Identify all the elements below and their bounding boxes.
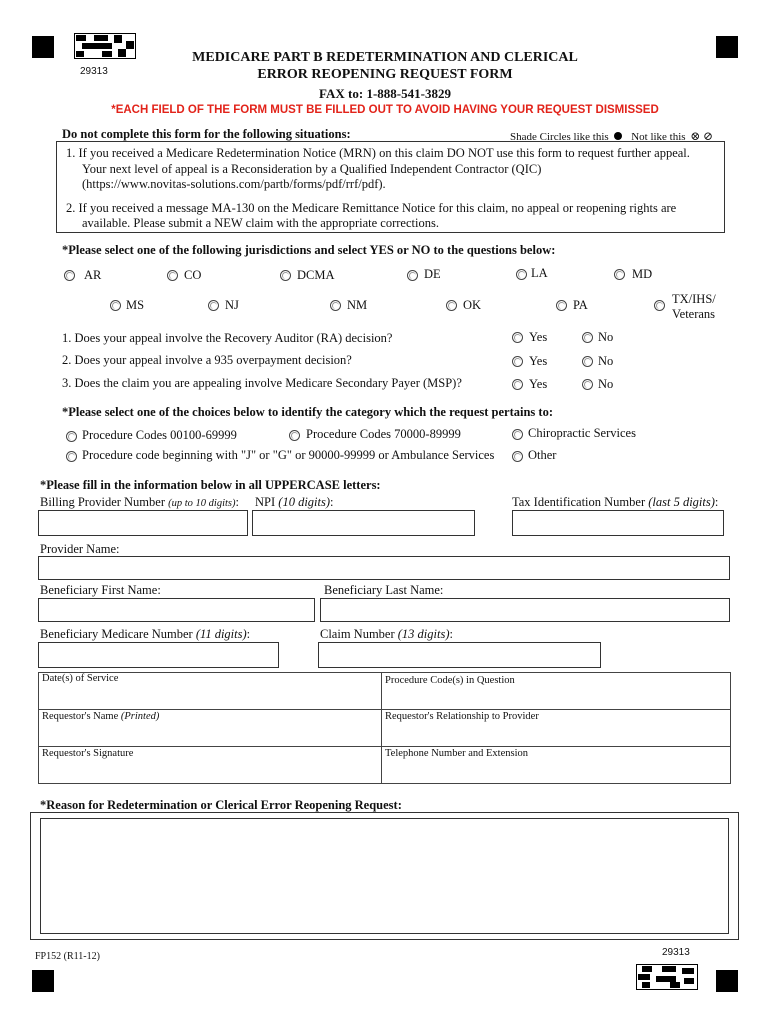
tax-id-label: Tax Identification Number (last 5 digits): bbox=[512, 495, 719, 509]
reason-textarea[interactable] bbox=[40, 818, 729, 934]
crossed-circle-icon: ⊗ bbox=[690, 129, 701, 143]
claim-number-input[interactable] bbox=[318, 642, 601, 668]
jurisdiction-nm-label: NM bbox=[347, 298, 368, 312]
jurisdiction-la-radio[interactable] bbox=[516, 269, 527, 280]
jurisdiction-dcma-radio[interactable] bbox=[280, 270, 291, 281]
requestor-name-label bbox=[42, 711, 159, 722]
jurisdiction-pa-radio[interactable] bbox=[556, 300, 567, 311]
billing-provider-input[interactable] bbox=[38, 510, 248, 536]
category-proc-00100-label: Procedure Codes 00100-69999 bbox=[82, 428, 237, 442]
registration-mark-bottom-left bbox=[32, 970, 54, 992]
npi-hint: (10 digits) bbox=[278, 495, 331, 509]
question-3-no-radio[interactable] bbox=[582, 379, 593, 390]
form-title-line1: MEDICARE PART B REDETERMINATION AND CLERICAL bbox=[192, 50, 578, 65]
question-3: 3. Does the claim you are appealing involve Medicare Secondary Payer (MSP)? bbox=[62, 376, 462, 390]
question-2: 2. Does your appeal involve a 935 overpayment decision? bbox=[62, 353, 352, 367]
jurisdiction-pa-label: PA bbox=[573, 298, 588, 312]
npi-input[interactable] bbox=[252, 510, 475, 536]
situation-2-line2: available. Please submit a NEW claim with the appropriate corrections. bbox=[82, 216, 439, 230]
question-1-yes-radio[interactable] bbox=[512, 332, 523, 343]
shade-like-label: Shade Circles like this bbox=[510, 131, 609, 143]
jurisdiction-ms-radio[interactable] bbox=[110, 300, 121, 311]
provider-name-input[interactable] bbox=[38, 556, 730, 580]
category-chiro-label: Chiropractic Services bbox=[528, 426, 636, 440]
beneficiary-medicare-text: Beneficiary Medicare Number bbox=[40, 627, 193, 641]
requestor-signature-label: Requestor's Signature bbox=[42, 748, 134, 759]
question-1-yes-label: Yes bbox=[529, 330, 548, 344]
fax-number: FAX to: 1-888-541-3829 bbox=[319, 86, 451, 101]
category-proc-00100-radio[interactable] bbox=[66, 431, 77, 442]
form-code-top: 29313 bbox=[80, 66, 108, 77]
jurisdictions-heading: *Please select one of the following jurisdictions and select YES or NO to the questions below: bbox=[62, 243, 556, 257]
situations-heading: Do not complete this form for the following situations: bbox=[62, 127, 351, 141]
jurisdiction-txihs-label-line1: TX/IHS/ bbox=[672, 292, 716, 306]
jurisdiction-co-label: CO bbox=[184, 268, 202, 282]
tax-id-hint: (last 5 digits) bbox=[648, 495, 715, 509]
question-3-yes-radio[interactable] bbox=[512, 379, 523, 390]
jurisdiction-ok-label: OK bbox=[463, 298, 482, 312]
jurisdiction-nj-radio[interactable] bbox=[208, 300, 219, 311]
jurisdiction-nj-label: NJ bbox=[225, 298, 239, 312]
beneficiary-last-name-label: Beneficiary Last Name: bbox=[324, 583, 444, 597]
claim-number-label: Claim Number (13 digits): bbox=[320, 627, 453, 641]
jurisdiction-la-label: LA bbox=[531, 266, 548, 280]
jurisdiction-dcma-label: DCMA bbox=[297, 268, 335, 282]
category-proc-70000-label: Procedure Codes 70000-89999 bbox=[306, 427, 461, 441]
category-jg-radio[interactable] bbox=[66, 451, 77, 462]
jurisdiction-ok-radio[interactable] bbox=[446, 300, 457, 311]
jurisdiction-md-label: MD bbox=[632, 267, 653, 281]
warning-banner: *EACH FIELD OF THE FORM MUST BE FILLED OUT TO AVOID HAVING YOUR REQUEST DISMISSED bbox=[111, 104, 659, 116]
filled-circle-icon bbox=[614, 132, 622, 140]
npi-label: NPI (10 digits): bbox=[255, 495, 334, 509]
registration-mark-bottom-right bbox=[716, 970, 738, 992]
jurisdiction-de-label: DE bbox=[424, 267, 441, 281]
form-id-footer: FP152 (R11-12) bbox=[35, 951, 100, 962]
jurisdiction-txihs-radio[interactable] bbox=[654, 300, 665, 311]
jurisdiction-co-radio[interactable] bbox=[167, 270, 178, 281]
question-3-yes-label: Yes bbox=[529, 377, 548, 391]
npi-text: NPI bbox=[255, 495, 276, 509]
tax-id-text: Tax Identification Number bbox=[512, 495, 646, 509]
tax-id-input[interactable] bbox=[512, 510, 724, 536]
question-2-no-radio[interactable] bbox=[582, 356, 593, 367]
form-code-bottom: 29313 bbox=[662, 947, 690, 958]
requestor-name-hint: (Printed) bbox=[120, 711, 160, 722]
jurisdiction-md-radio[interactable] bbox=[614, 269, 625, 280]
beneficiary-first-name-label: Beneficiary First Name: bbox=[40, 583, 161, 597]
requestor-relationship-label: Requestor's Relationship to Provider bbox=[385, 711, 539, 722]
form-title-line2: ERROR REOPENING REQUEST FORM bbox=[257, 67, 513, 82]
jurisdiction-ms-label: MS bbox=[126, 298, 145, 312]
fields-heading: *Please fill in the information below in all UPPERCASE letters: bbox=[40, 478, 381, 492]
question-2-no-label: No bbox=[598, 354, 614, 368]
claim-number-text: Claim Number bbox=[320, 627, 395, 641]
question-2-yes-label: Yes bbox=[529, 354, 548, 368]
question-1: 1. Does your appeal involve the Recovery Auditor (RA) decision? bbox=[62, 331, 393, 345]
beneficiary-medicare-hint: (11 digits) bbox=[195, 627, 247, 641]
question-1-no-label: No bbox=[598, 330, 614, 344]
jurisdiction-de-radio[interactable] bbox=[407, 270, 418, 281]
beneficiary-first-name-input[interactable] bbox=[38, 598, 315, 622]
question-1-no-radio[interactable] bbox=[582, 332, 593, 343]
beneficiary-last-name-input[interactable] bbox=[320, 598, 730, 622]
question-2-yes-radio[interactable] bbox=[512, 356, 523, 367]
situation-1-line2: Your next level of appeal is a Reconsideration by a Qualified Independent Contractor (QIC) bbox=[82, 162, 542, 176]
situation-1-line3: (https://www.novitas-solutions.com/partb/forms/pdf/rrf/pdf). bbox=[82, 177, 386, 191]
category-jg-label: Procedure code beginning with "J" or "G" or 90000-99999 or Ambulance Services bbox=[82, 448, 495, 462]
category-chiro-radio[interactable] bbox=[512, 429, 523, 440]
billing-provider-text: Billing Provider Number bbox=[40, 495, 165, 509]
reason-heading: *Reason for Redetermination or Clerical Error Reopening Request: bbox=[40, 798, 402, 812]
category-other-radio[interactable] bbox=[512, 451, 523, 462]
beneficiary-medicare-input[interactable] bbox=[38, 642, 279, 668]
situation-2-line1: 2. If you received a message MA-130 on the Medicare Remittance Notice for this claim, no appeal or reopening rights are bbox=[66, 201, 677, 215]
dates-of-service-label: Date(s) of Service bbox=[42, 673, 119, 684]
beneficiary-medicare-label: Beneficiary Medicare Number (11 digits): bbox=[40, 627, 251, 641]
checked-circle-icon: ⊘ bbox=[703, 129, 714, 143]
jurisdiction-nm-radio[interactable] bbox=[330, 300, 341, 311]
billing-provider-label: Billing Provider Number (up to 10 digits): bbox=[40, 495, 239, 509]
procedure-codes-label: Procedure Code(s) in Question bbox=[385, 675, 515, 686]
question-3-no-label: No bbox=[598, 377, 614, 391]
jurisdiction-ar-label: AR bbox=[84, 268, 102, 282]
billing-provider-hint: (up to 10 digits) bbox=[168, 498, 236, 509]
category-proc-70000-radio[interactable] bbox=[289, 430, 300, 441]
barcode-bottom bbox=[636, 964, 698, 990]
situation-1-line1: 1. If you received a Medicare Redetermination Notice (MRN) on this claim DO NOT use this form to request further appeal. bbox=[66, 146, 690, 160]
category-other-label: Other bbox=[528, 448, 557, 462]
requestor-name-text: Requestor's Name bbox=[42, 711, 119, 722]
telephone-label: Telephone Number and Extension bbox=[385, 748, 529, 759]
claim-number-hint: (13 digits) bbox=[397, 627, 450, 641]
provider-name-label: Provider Name: bbox=[40, 542, 120, 556]
not-like-label: Not like this bbox=[631, 131, 686, 143]
jurisdiction-txihs-label-line2: Veterans bbox=[672, 307, 716, 321]
category-heading: *Please select one of the choices below to identify the category which the request pertains to: bbox=[62, 405, 553, 419]
jurisdiction-ar-radio[interactable] bbox=[64, 270, 75, 281]
